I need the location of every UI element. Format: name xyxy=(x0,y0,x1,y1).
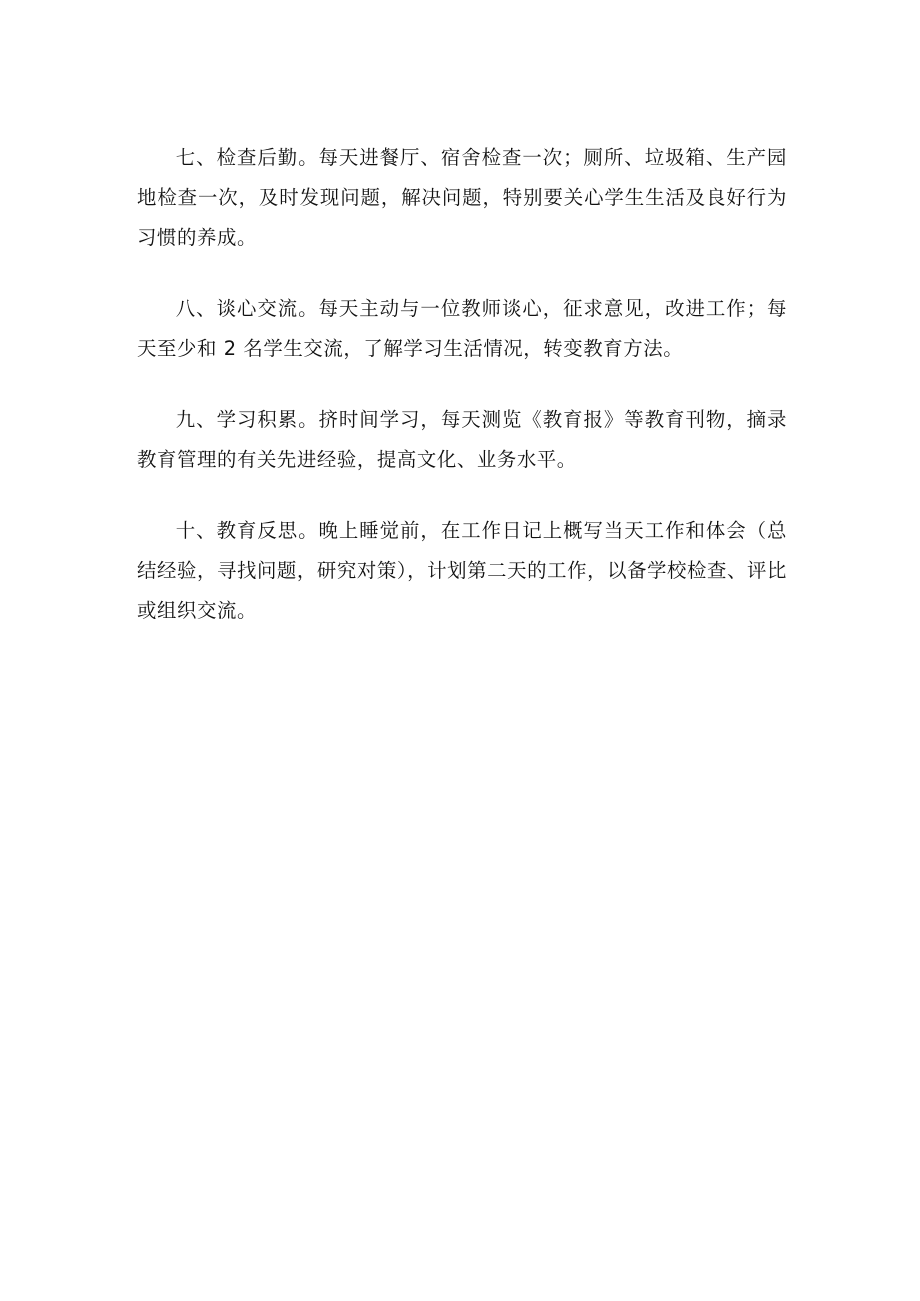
paragraph-study-accumulation: 九、学习积累。挤时间学习，每天测览《教育报》等教育刊物，摘录教育管理的有关先进经验，提高文化、业务水平。 xyxy=(137,408,787,471)
paragraph-heart-to-heart-talk: 八、谈心交流。每天主动与一位教师谈心，征求意见，改进工作；每天至少和 2 名学生交流，了解学习生活情况，转变教育方法。 xyxy=(137,297,787,360)
paragraph-logistics-inspection: 七、检查后勤。每天进餐厅、宿舍检查一次；厕所、垃圾箱、生产园地检查一次，及时发现问题，解决问题，特别要关心学生生活及良好行为习惯的养成。 xyxy=(137,146,787,249)
paragraph-education-reflection: 十、教育反思。晚上睡觉前，在工作日记上概写当天工作和体会（总结经验，寻找问题，研究对策），计划第二天的工作，以备学校检查、评比或组织交流。 xyxy=(137,519,787,622)
document-body xyxy=(137,138,787,662)
